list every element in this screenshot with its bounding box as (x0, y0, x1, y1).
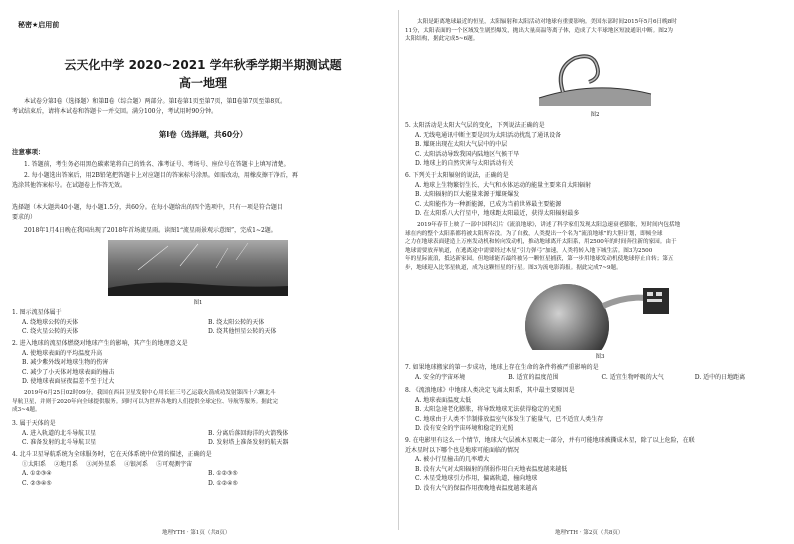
q6-option-c: C. 太阳能作为一种新能源，已成为当前世界最主要能源 (415, 200, 562, 208)
footer-right: 地理YTH · 第2页（共8页） (555, 530, 624, 536)
notes-title: 注意事项： (12, 148, 45, 156)
q3-option-b: B. 分离后落回海洋的火箭残体 (208, 429, 289, 437)
q1-option-c: C. 绕火星公转的天体 (22, 328, 79, 336)
right-passage-line: 太阳结构，据此完成5~6题。 (405, 36, 479, 43)
q6-option-d: D. 在太阳系八大行星中，地球距太阳最近，获得太阳辐射最多 (415, 210, 580, 218)
passage3-line: 2019年春节上映了一部中国科幻片《流浪地球》，讲述了科学家们发现太阳急速衰老膨胀，短时间内包括地 (417, 222, 681, 228)
passage2-line: 成3~4题。 (12, 407, 41, 414)
q1-option-a: A. 绕地球公转的天体 (22, 318, 79, 326)
q3-option-d: D. 发射塔上准备发射的航天器 (208, 439, 289, 447)
choice-header (12, 203, 394, 222)
wandering-earth-poster (515, 276, 685, 350)
q5-option-b: B. 耀斑出现在太阳大气层中的中层 (415, 141, 508, 149)
question-5 (405, 121, 788, 169)
q4-option-a: A. ①②③④ (22, 470, 52, 478)
fig3-caption: 图3 (595, 354, 605, 360)
q8-option-d: D. 没有安全的宇宙环境和稳定的光照 (415, 425, 514, 433)
right-passage-line: 11分，太阳表面的一个区域发生剧烈爆发，抛出大量高温等离子体，造成了大半球地区短波通讯中断。图2为 (405, 27, 673, 34)
q5-option-d: D. 地球上的自然灾害与太阳活动有关 (415, 160, 514, 168)
q3-option-a: A. 进入轨道的北斗导航卫星 (22, 429, 97, 437)
fig2-caption: 图2 (590, 112, 600, 118)
q8-option-c: C. 地球由于人类不节制排放温室气体发生了能量气，已不适宜人类生存 (415, 415, 604, 423)
right-column (405, 0, 788, 544)
intro-line: 考试结束后，请将本试卷和答题卡一并交回。满分100分，考试用时90分钟。 (12, 107, 218, 115)
planet-poster-icon (515, 276, 685, 350)
note-line: 选涂其他答案标号。在试题卷上作答无效。 (12, 181, 127, 189)
q1-option-d: D. 绕其他恒星公转的天体 (208, 328, 277, 336)
note-line: 1. 答题前，考生务必用黑色碳素笔将自己的姓名、准考证号、考场号、座位号在答题卡上填写清楚。 (24, 160, 290, 168)
q1-option-b: B. 绕太阳公转的天体 (208, 318, 265, 326)
fig1-caption: 图1 (193, 300, 203, 306)
meteor-shower-photo (108, 240, 288, 296)
q9-stem: 9. 在电影里有这么一个情节，地球大气层被木星吸走一部分，并有可能地球被撕成木星，除了以上危险，在联 (405, 437, 695, 444)
intro (12, 97, 394, 116)
q3-stem: 3. 属于天体的是 (12, 420, 56, 427)
q5-option-a: A. 无线电通讯中断主要是因为太阳活动扰乱了通讯设备 (415, 131, 562, 139)
passage2-line: 2019年6月25日02时09分，我国在西昌卫星发射中心用长征三号乙运载火箭成功发射第四十六颗北斗 (24, 390, 276, 396)
question-9 (405, 436, 788, 494)
question-2 (12, 339, 394, 387)
q4-item: ②地月系 (54, 460, 79, 468)
q4-item: ④银河系 (124, 460, 149, 468)
left-column (12, 0, 394, 544)
passage3 (405, 221, 788, 273)
question-6 (405, 171, 788, 219)
q7-option-b: B. 适宜的温度范围 (508, 373, 559, 381)
q1-stem: 1. 图示流星体属于 (12, 309, 62, 316)
question-3 (12, 419, 394, 448)
q4-option-d: D. ①②④⑤ (208, 479, 238, 487)
q2-option-d: D. 使地球表面昼夜温差不至于过大 (22, 378, 115, 386)
q7-stem: 7. 如果地球搬家的第一步成功，地球上存在生命的条件将被严重影响的是 (405, 364, 599, 371)
exam-title: 云天化中学 2020~2021 学年秋季学期半期测试题 (64, 58, 342, 72)
q9-option-d: D. 没有大气的保温作用夜晚地表温度越来越高 (415, 484, 538, 492)
passage3-line: 之力在地球表面建造上万座发动机和转向发动机，推动地球离开太阳系，用2500年的时间奔往新的家园。由于 (405, 239, 677, 246)
question-8 (405, 386, 788, 434)
q2-stem: 2. 进入地球的流星体燃烧对地球产生的影响，其产生的地理意义是 (12, 340, 188, 347)
passage3-line: 年的星际流浪，抵达新家园。但地球能否最终被另一颗恒星捕获，第一步用地球发动机使地球停止自转；第五 (405, 256, 674, 263)
passage2-line: 导航卫星，并则于2020年向全球提供服务。到时可以为世界各地的人们提供全球定位、导航等服务。据此完 (12, 398, 278, 405)
question-7 (405, 363, 788, 382)
q8-option-b: B. 太阳急速老化膨胀，将导致地球无法获得稳定的光照 (415, 406, 562, 414)
choice-header-line: 要求的） (12, 213, 37, 221)
q9-option-a: A. 被小行星撞击的几率增大 (415, 456, 490, 464)
q7-option-a: A. 安全的宇宙环境 (415, 373, 466, 381)
footer-left: 地理YTH · 第1页（共8页） (162, 530, 231, 536)
note-line: 2. 每小题选出答案后，用2B铅笔把答题卡上对应题目的答案标号涂黑。如需改动，用橡皮擦干净后，再 (24, 172, 298, 180)
q8-stem: 8. 《流浪地球》中地球人类决定飞离太阳系，其中最主要原因是 (405, 387, 575, 394)
q5-option-c: C. 太阳活动导致我国内陆地区气候干旱 (415, 150, 520, 158)
q4-item: ①太阳系 (22, 460, 47, 468)
q2-option-c: C. 减少了小天体对地球表面的撞击 (22, 368, 115, 376)
passage3-line: 球在内的整个太阳系都将被太阳所吞没。为了自救，人类提出一个名为“流浪地球”的大胆计划，即倾全球 (405, 230, 663, 237)
notes (12, 148, 394, 190)
q8-option-a: A. 地球表面温度太低 (415, 396, 472, 404)
question-1 (12, 308, 394, 337)
q4-option-b: B. ①②③⑤ (208, 470, 238, 478)
q4-item: ⑤可观测宇宙 (156, 460, 193, 468)
q2-option-a: A. 使地球表面的平均温度升高 (22, 349, 103, 357)
q4-stem: 4. 北斗卫星导航系统为全球服务时，它在天体系统中位置的描述，正确的是 (12, 451, 212, 458)
meteor-streaks-icon (108, 240, 288, 296)
q5-stem: 5. 太阳活动是太阳大气层的变化，下列说法正确的是 (405, 122, 545, 129)
q4-item: ③河外星系 (86, 460, 117, 468)
choice-header-line: 选择题（本大题共40小题，每小题1.5分，共60分。在每小题给出的四个选项中，只有一项是符合题目 (12, 204, 283, 211)
q7-option-d: D. 适中的日地距离 (694, 373, 746, 381)
exam-subtitle: 高一地理 (178, 76, 227, 90)
q2-option-b: B. 减少紫外线对地球生物的伤害 (22, 359, 109, 367)
secret-label: 秘密★启用前 (18, 21, 60, 29)
q3-option-c: C. 准备发射的北斗导航卫星 (22, 439, 97, 447)
q9-stem-continued: 近木星时以下哪个也是地球可能面临的情况 (405, 446, 520, 454)
q6-option-a: A. 地球上生物繁衍生长、大气和水体运动的能量主要来自太阳辐射 (415, 181, 592, 189)
intro-line: 本试卷分第Ⅰ卷（选择题）和第Ⅱ卷（综合题）两部分。第Ⅰ卷第1页至第7页，第Ⅱ卷第7页至第8页。 (24, 98, 287, 105)
q7-option-c: C. 适宜生物呼吸的大气 (601, 373, 664, 381)
right-passage (405, 18, 787, 44)
solar-prominence-figure (535, 46, 655, 108)
passage3-line: 地球需要放弃轨道，在逃离途中需要经过木星“引力弹弓”加速，人类将转入地下城生活。图3为2500 (405, 247, 653, 254)
passage1: 2018年1月4日晚在我国出现了2018年首场流星雨。读图1“流星雨景观示意图”，完成1~2题。 (24, 227, 277, 234)
q6-option-b: B. 太阳辐射的巨大能量来源于耀斑爆发 (415, 191, 520, 199)
section1-title: 第Ⅰ卷（选择题，共60分） (158, 130, 248, 139)
q6-stem: 6. 下列关于太阳辐射的说法，正确的是 (405, 172, 509, 179)
q4-option-c: C. ②③④⑤ (22, 479, 52, 487)
column-divider (398, 10, 399, 530)
passage2 (12, 389, 394, 415)
solar-prominence-icon (535, 46, 655, 108)
q9-option-c: C. 木星受地球引力作用，偏离轨道，撞向地球 (415, 475, 538, 483)
q9-option-b: B. 没有大气对太阳辐射的削弱作用白天地表温度越来越低 (415, 465, 568, 473)
passage3-line: 步，地球迎入比邻星轨道，成为这颗恒星的行星。图3为流电影海报。据此完成7~9题。 (405, 264, 622, 271)
question-4 (12, 450, 394, 488)
right-passage-line: 太阳是距离地球最近的恒星，太阳辐射和太阳活动对地球有重要影响。美国东部时间2015年5月6日晚8时 (417, 19, 677, 25)
